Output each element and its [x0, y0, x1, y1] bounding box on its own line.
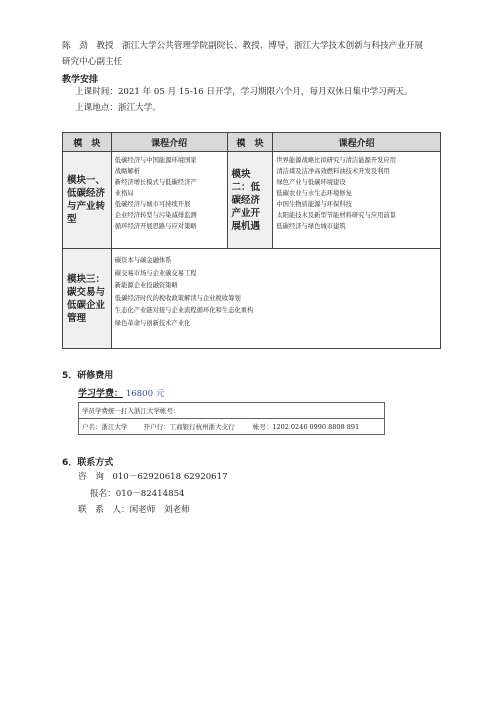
- contact-heading: 6．联系方式: [62, 458, 114, 468]
- module-1-name: 模块一、低碳经济与产业转型: [63, 152, 112, 249]
- list-item: 绿色革命与创新技术产业化: [114, 319, 191, 327]
- table-header-row: [63, 133, 441, 152]
- intro-line-2: 研究中心副主任: [62, 57, 123, 67]
- list-item: 业格局: [114, 190, 134, 197]
- module-2-courses: [273, 152, 441, 249]
- table-row: [79, 419, 385, 435]
- list-item: 企业经济转型与污染减排监测: [114, 212, 197, 219]
- list-item: 生态化产业链对接与企业流程循环化和生态化重构: [114, 307, 254, 314]
- list-item: 低碳经济时代的税收政策解读与企业税收筹划: [114, 294, 241, 302]
- bank-account-table: [78, 402, 385, 435]
- header-courses-1: 课程介绍: [111, 133, 227, 152]
- header-module-2: 模 块: [227, 133, 273, 152]
- account-name: 户名：浙江大学: [82, 423, 128, 431]
- bank-name: 开户行：工商银行杭州浙大支行: [143, 423, 235, 431]
- list-item: 中国生物质能源与环保科技: [276, 201, 352, 208]
- course-table: [62, 132, 441, 349]
- contact-person: 联 系 人：闲老师 刘老师: [78, 505, 190, 515]
- list-item: 新能源企业投融资策略: [114, 282, 178, 289]
- list-item: 世界能源战略比拟研究与清洁能源开发应用: [276, 157, 396, 164]
- list-item: 碳资本与碳金融体系: [114, 257, 172, 264]
- list-item: 太阳能技术及新型节能材料研究与应用前景: [276, 212, 396, 219]
- table-row: [63, 152, 441, 249]
- list-item: 碳交易市场与企业碳交易工程: [114, 269, 197, 277]
- list-item: 低碳农业与水生态环境修复: [276, 190, 352, 197]
- module-3-name: 模块三：碳交易与低碳企业管理: [63, 249, 112, 349]
- table-row: [79, 403, 385, 419]
- list-item: 新经济增长模式与低碳经济产: [114, 179, 197, 186]
- schedule-heading: 教学安排: [62, 75, 99, 85]
- schedule-place: 上课地点：浙江大学。: [75, 103, 161, 113]
- fees-line: [78, 386, 164, 399]
- schedule-time: 上课时间：2021 年 05 月 15-16 日开学，学习期限六个月，每月双休日集中学习两天。: [75, 87, 413, 97]
- fees-heading: 5．研修费用: [62, 371, 114, 381]
- table-row: [63, 249, 441, 349]
- module-1-courses: [111, 152, 227, 249]
- fees-label: 学习学费：: [78, 389, 124, 399]
- bank-note: 学员学费统一打入浙江大学帐号：: [79, 403, 385, 419]
- intro-line-1: 陈 劲 教授 浙江大学公共管理学院副院长、教授、博导，浙江大学技术创新与科技产业开展: [62, 41, 423, 51]
- list-item: 循环经济开展思路与应对策略: [114, 223, 197, 230]
- header-module-1: 模 块: [63, 133, 112, 152]
- list-item: 低碳经济与城市可持续开展: [114, 201, 191, 208]
- list-item: 战略解析: [114, 168, 140, 175]
- contact-register: 报名：010－82414854: [90, 489, 185, 499]
- fees-amount: 16800 元: [125, 389, 165, 399]
- list-item: 低碳经济与中国能源环境国家: [114, 157, 197, 164]
- contact-consult: 咨 询 010－62920618 62920617: [78, 472, 228, 482]
- account-number: 帐号：1202 0246 0990 8808 891: [252, 423, 360, 431]
- bank-details: [79, 419, 385, 435]
- list-item: 低碳经济与绿色城市建筑: [276, 223, 346, 230]
- module-3-courses: [111, 249, 440, 349]
- list-item: 绿色产业与低碳环境建设: [276, 179, 346, 186]
- list-item: 清洁煤及洁净高效燃料油技术开发及利用: [276, 168, 390, 175]
- header-courses-2: 课程介绍: [273, 133, 441, 152]
- module-2-name: 模块二：低碳经济产业开展机遇: [227, 152, 273, 249]
